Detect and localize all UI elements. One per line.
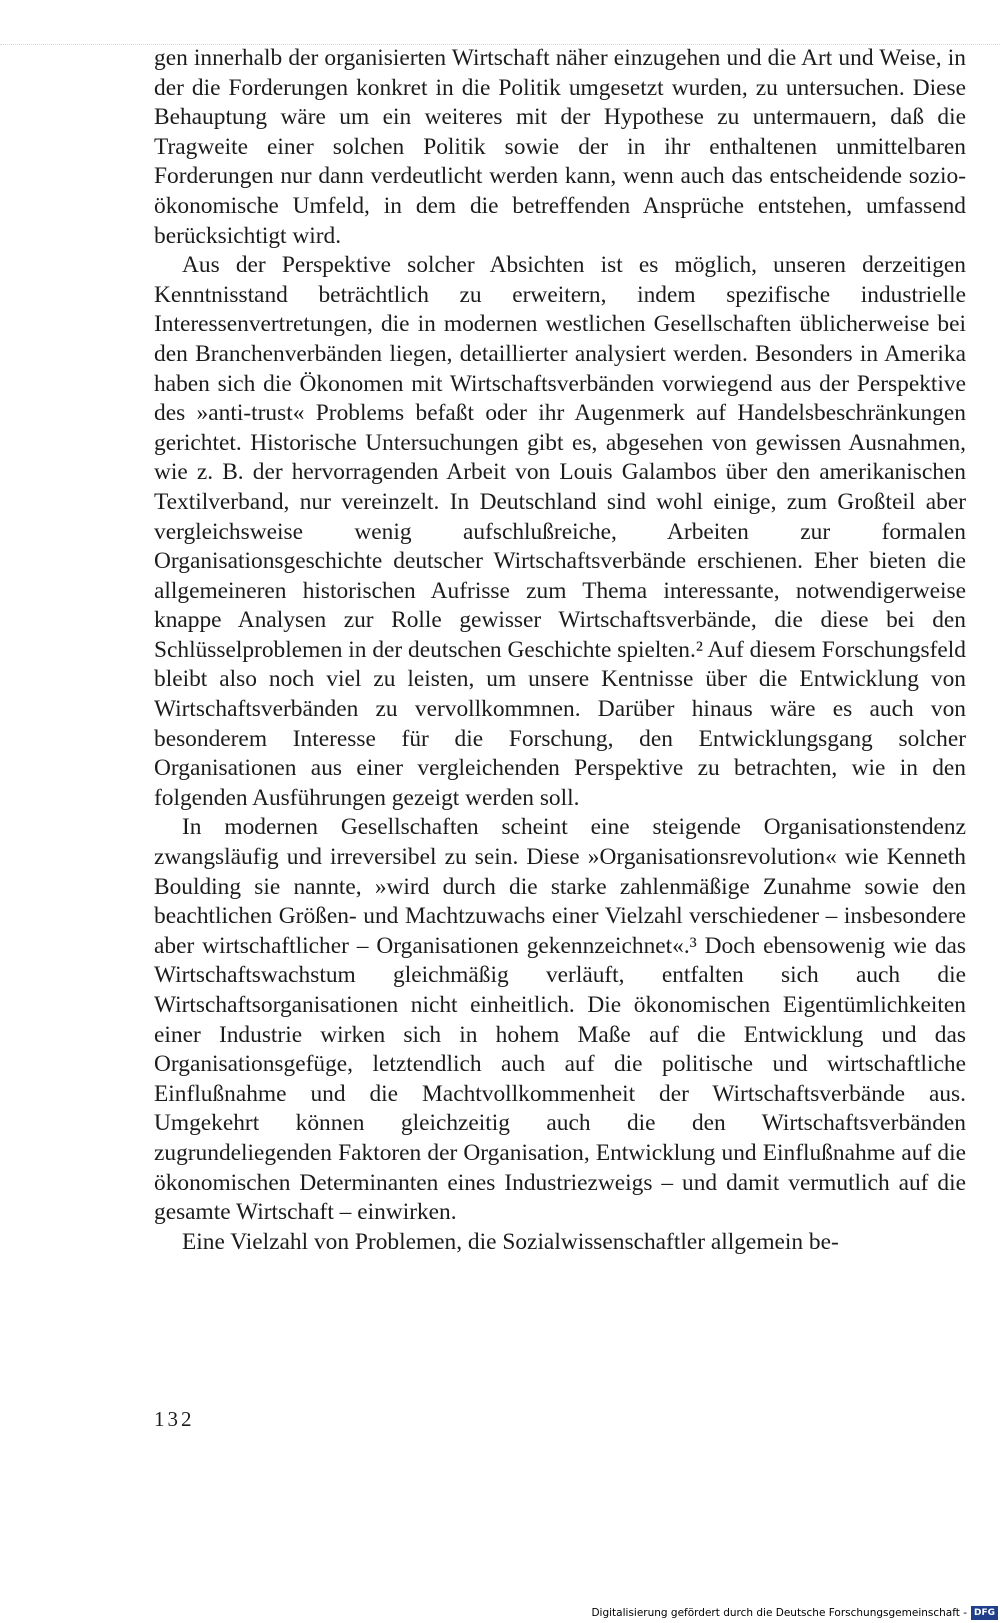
dfg-logo-icon: DFG [971,1606,998,1620]
paragraph-1: gen innerhalb der organisierten Wirtschaft näher einzugehen und die Art und Weise, in der die Forderungen konkret in die Politik umgesetzt wurden, zu untersuchen. Diese Behauptung wäre um ein weiteres mit der Hypothese zu untermauern, daß die Tragweite einer solchen Politik sowie der in ihr enthaltenen unmittelbaren Forderungen nur dann verdeutlicht werden kann, wenn auch das entscheidende sozio-ökonomische Umfeld, in dem die betreffenden Ansprüche entstehen, umfassend berücksichtigt wird. [154,45,966,249]
paragraph-3: In modernen Gesellschaften scheint eine steigende Organisationstendenz zwangsläufig und irreversibel zu sein. Diese »Organisationsrevolution« wie Kenneth Boulding sie nannte, »wird durch die starke zahlenmäßige Zunahme sowie den beachtlichen Größen- und Machtzuwachs einer Vielzahl verschiedener – insbesondere aber wirtschaftlicher – Organisationen gekennzeichnet«.³ Doch ebensowenig wie das Wirtschaftswachstum gleichmäßig verläuft, entfalten sich auch die Wirtschaftsorganisationen nicht einheitlich. Die ökonomischen Eigentümlichkeiten einer Industrie wirken sich in hohem Maße auf die Entwicklung und das Organisationsgefüge, letztendlich auch auf die politische und wirtschaftliche Einflußnahme und die Machtvollkommenheit der Wirtschaftsverbände aus. Umgekehrt können gleichzeitig auch die den Wirtschaftsverbänden zugrundeliegenden Faktoren der Organisation, Entwicklung und Einflußnahme auf die ökonomischen Determinanten eines Industriezweigs – und damit vermutlich auf die gesamte Wirtschaft – einwirken. [154,814,966,1226]
digitization-footer [591,1603,1000,1623]
paragraph-2: Aus der Perspektive solcher Absichten ist es möglich, unseren derzeitigen Kenntnisstand beträchtlich zu erweitern, indem spezifische industrielle Interessenvertretungen, die in modernen westlichen Gesellschaften üblicherweise bei den Branchenverbänden liegen, detaillierter analysiert werden. Besonders in Amerika haben sich die Ökonomen mit Wirtschaftsverbänden vorwiegend aus der Perspektive des »anti-trust« Problems befaßt oder ihr Augenmerk auf Handelsbeschränkungen gerichtet. Historische Untersuchungen gibt es, abgesehen von gewissen Ausnahmen, wie z. B. der hervorragenden Arbeit von Louis Galambos über den amerikanischen Textilverband, nur vereinzelt. In Deutschland sind wohl einige, zum Großteil aber vergleichsweise wenig aufschlußreiche, Arbeiten zur formalen Organisationsgeschichte deutscher Wirtschaftsverbände erschienen. Eher bieten die allgemeineren historischen Aufrisse zum Thema interessante, notwendigerweise knappe Analysen zur Rolle gewisser Wirtschaftsverbände, die diese bei den Schlüsselproblemen in der deutschen Geschichte spielten.² Auf diesem Forschungsfeld bleibt also noch viel zu leisten, um unsere Kentnisse über die Entwicklung von Wirtschaftsverbänden zu vervollkommnen. Darüber hinaus wäre es auch von besonderem Interesse für die Forschung, den Entwicklungsgang solcher Organisationen aus einer vergleichenden Perspektive zu betrachten, wie in den folgenden Ausführungen gezeigt werden soll. [154,252,966,811]
paragraph-4: Eine Vielzahl von Problemen, die Sozialwissenschaftler allgemein be- [182,1228,839,1255]
digitization-credit: Digitalisierung gefördert durch die Deutsche Forschungsgemeinschaft - [591,1607,967,1619]
page-body [154,44,966,1257]
page-number: 132 [154,1407,195,1431]
